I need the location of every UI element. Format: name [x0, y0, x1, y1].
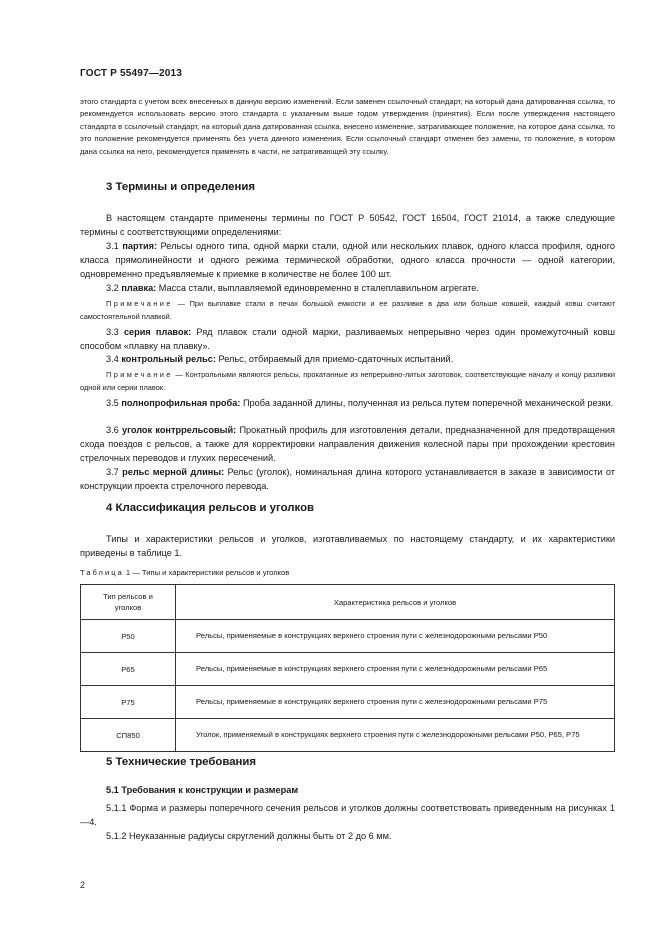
term-definition: Рельсы одного типа, одной марки стали, одной или нескольких плавок, одного класса профиля, одного класса прямолинейности и одного режима термической обработки, одного класса прочности — одной категории, одновременно предъявляемые к приемке в количестве не более 100 шт. — [80, 241, 616, 279]
note-text: — При выплавке стали в печах большой емкости и ее разливке в два или больше ковшей, каждый ковш считают самостоятельной плавкой. — [80, 299, 615, 321]
note-1 — [80, 298, 615, 323]
section-3-heading: 3 Термины и определения — [106, 181, 256, 193]
term-3-1 — [80, 239, 615, 281]
term-3-6 — [80, 423, 615, 465]
term-number: 3.4 — [106, 354, 122, 364]
table-row — [81, 620, 615, 653]
term-3-2 — [80, 281, 615, 295]
term-number: 3.2 — [106, 283, 122, 293]
row-desc-text: Рельсы, применяемые в конструкциях верхнего строения пути с железнодорожными рельсами Р65 — [196, 664, 548, 674]
row-type: СП850 — [81, 719, 176, 752]
table-1 — [80, 584, 615, 752]
row-type: Р65 — [81, 653, 176, 686]
term-definition: Проба заданной длины, полученная из рельса путем поперечной механической резки. — [240, 398, 614, 408]
term-number: 3.5 — [106, 398, 122, 408]
row-desc — [176, 653, 615, 686]
row-desc — [176, 719, 615, 752]
term-name: серия плавок: — [123, 327, 192, 337]
row-desc — [176, 620, 615, 653]
term-definition: Ряд плавок стали одной марки, разливаемых непрерывно через один промежуточный ковш способом «плавку на плавку». — [80, 327, 616, 351]
note-2 — [80, 369, 615, 394]
term-name: партия: — [122, 241, 158, 251]
row-desc-text: Рельсы, применяемые в конструкциях верхнего строения пути с железнодорожными рельсами Р50 — [196, 631, 548, 641]
term-number: 3.7 — [106, 467, 123, 477]
term-number: 3.1 — [106, 241, 123, 251]
term-name: контрольный рельс: — [121, 354, 216, 364]
term-definition: Прокатный профиль для изготовления детали, предназначенной для предотвращения схода поездов с рельсов, а также для корректировки направления движения колесной пары при прохождении крестовин стрелочных переводов и глухих пересечений. — [80, 425, 616, 463]
term-3-7 — [80, 465, 615, 493]
table-row — [81, 686, 615, 719]
row-desc-text: Уголок, применяемый в конструкциях верхнего строения пути с железнодорожными рельсами Р50, Р65, Р75 — [196, 730, 580, 740]
term-definition: Рельс (уголок), номинальная длина которого устанавливается в заказе в зависимости от конструкции проекта стрелочного перевода. — [80, 467, 615, 491]
header-characteristic: Характеристика рельсов и уголков — [176, 585, 615, 620]
table-header-row — [81, 585, 615, 620]
row-desc-text: Рельсы, применяемые в конструкциях верхнего строения пути с железнодорожными рельсами Р75 — [196, 697, 548, 707]
section-4-text: Типы и характеристики рельсов и уголков, изготавливаемых по настоящему стандарту, и их характеристики приведены в таблице 1. — [80, 534, 615, 558]
term-number: 3.3 — [106, 327, 124, 337]
intro-paragraph: этого стандарта с учетом всех внесенных в данную версию изменений. Если заменен ссылочный стандарт, на который дана датированная ссылка, то рекомендуется использовать версию этого стандарта с указанным выше годом утверждения (принятия). Если после утверждения настоящего стандарта в ссылочный стандарт, на который дана датированная ссылка, внесено изменение, затрагивающее положение, на которое дана ссылка, то это положение рекомендуется применять без учета данного изменения. Если ссылочный стандарт отменен без замены, то положение, в котором дана ссылка на него, рекомендуется применять в части, не затрагивающей эту ссылку. — [80, 97, 615, 156]
table-1-caption — [80, 568, 289, 577]
caption-text: 1 — Типы и характеристики рельсов и уголков — [123, 568, 290, 577]
table-row — [81, 719, 615, 752]
note-label: Примечание — [106, 299, 173, 308]
term-definition: Масса стали, выплавляемой единовременно в сталеплавильном агрегате. — [156, 283, 479, 293]
term-3-4 — [80, 352, 615, 366]
caption-label: Таблица — [80, 568, 124, 577]
term-definition: Рельс, отбираемый для приемо-сдаточных испытаний. — [215, 354, 454, 364]
section-4-heading: 4 Классификация рельсов и уголков — [106, 502, 315, 514]
row-type: Р75 — [81, 686, 176, 719]
section-5-heading: 5 Технические требования — [106, 756, 257, 768]
term-3-3 — [80, 325, 615, 353]
term-name: плавка: — [121, 283, 157, 293]
term-name: полнопрофильная проба: — [121, 398, 241, 408]
header-type: Тип рельсов и уголков — [81, 585, 176, 620]
term-number: 3.6 — [106, 425, 122, 435]
term-3-5 — [80, 396, 615, 410]
document-code-header: ГОСТ Р 55497—2013 — [80, 68, 183, 79]
subsection-5-1-heading: 5.1 Требования к конструкции и размерам — [106, 785, 299, 795]
note-label: Примечание — [106, 370, 173, 379]
paragraph-5-1-1: 5.1.1 Форма и размеры поперечного сечения рельсов и уголков должны соответствовать приведенным на рисунках 1—4. — [80, 803, 615, 827]
term-name: уголок контррельсовый: — [122, 425, 237, 435]
section-3-lead: В настоящем стандарте применены термины по ГОСТ Р 50542, ГОСТ 16504, ГОСТ 21014, а также следующие термины с соответствующими определениями: — [80, 213, 615, 237]
term-name: рельс мерной длины: — [122, 467, 225, 477]
page-number: 2 — [80, 880, 86, 890]
row-desc — [176, 686, 615, 719]
paragraph-5-1-2: 5.1.2 Неуказанные радиусы скруглений должны быть от 2 до 6 мм. — [106, 831, 392, 841]
note-text: — Контрольными являются рельсы, прокатанные из непрерывно-литых заготовок, соответствующие началу и концу разливки одной или серии плавок. — [80, 370, 615, 392]
row-type: Р50 — [81, 620, 176, 653]
table-row — [81, 653, 615, 686]
